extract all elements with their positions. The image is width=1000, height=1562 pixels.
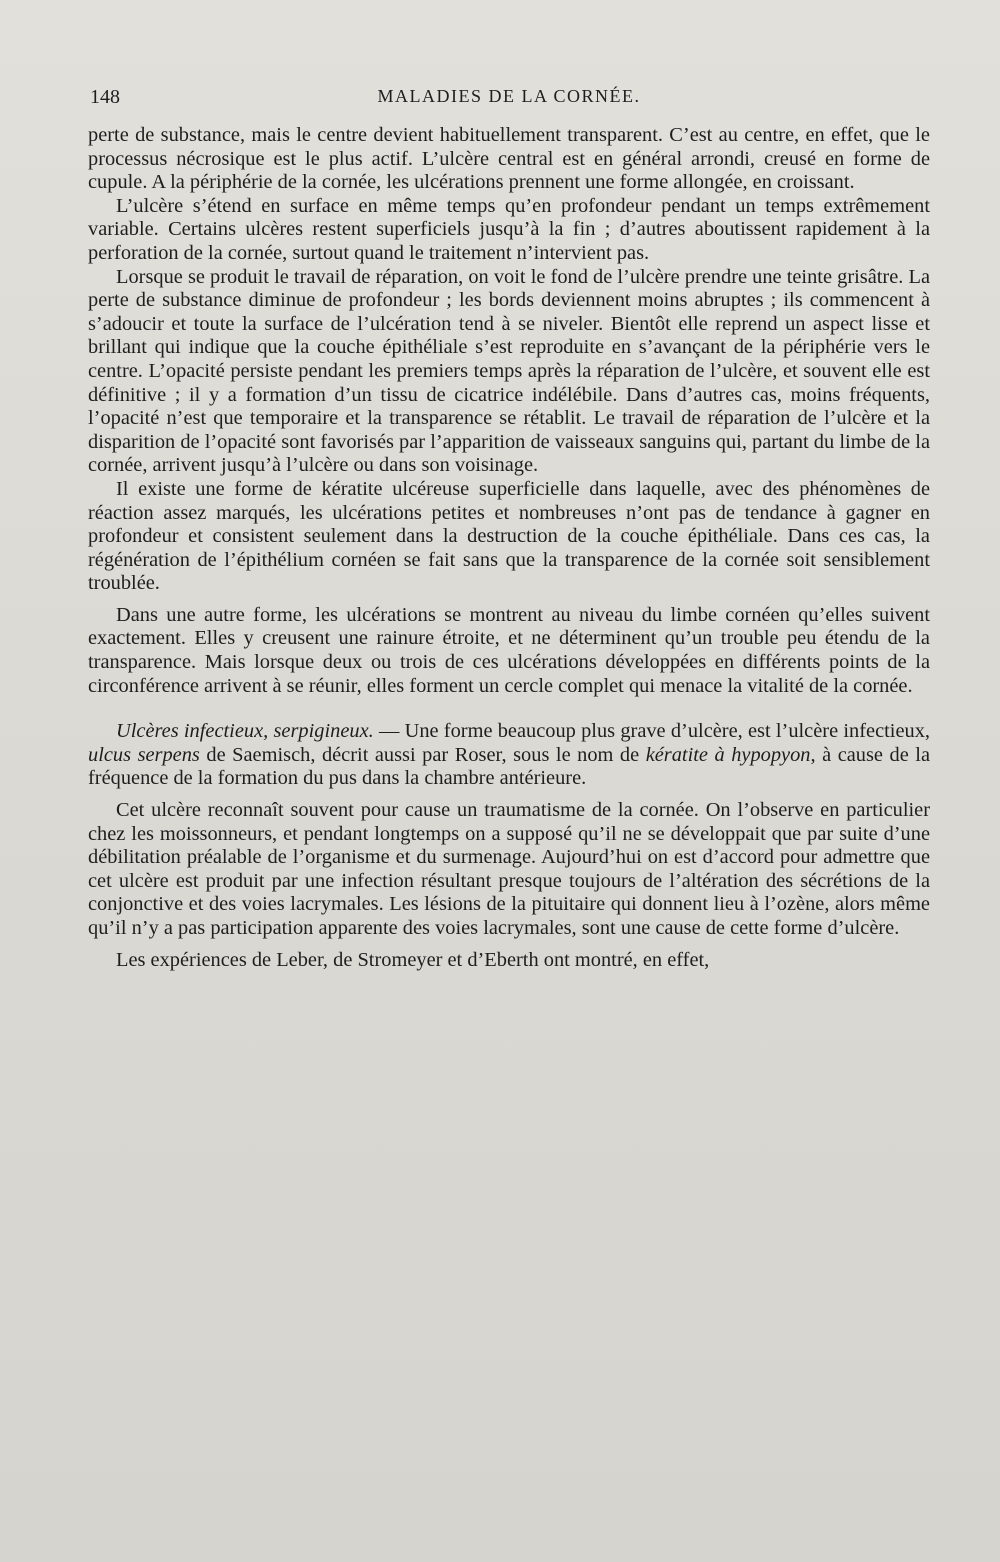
paragraph: perte de substance, mais le centre devient habituellement transparent. C’est au centre, en effet, que le processus nécrosique est le plus actif. L’ulcère central est en général arrondi, creusé en forme de cupule. A la périphérie de la cornée, les ulcérations prennent une forme allongée, en croissant. [88,124,930,194]
latin-term: ulcus serpens [88,743,200,766]
paragraph: Il existe une forme de kératite ulcéreuse superficielle dans laquelle, avec des phénomènes de réaction assez marqués, les ulcérations petites et nombreuses n’ont pas de tendance à gagner en profondeur et consistent seulement dans la destruction de la couche épithéliale. Dans ces cas, la régénération de l’épithélium cornéen se fait sans que la transparence de la cornée soit sensiblement troublée. [88,477,930,595]
text-run: , à cause de la fréquence de la formation du pus dans la chambre antérieure. [88,743,930,790]
paragraph: Lorsque se produit le travail de réparation, on voit le fond de l’ulcère prendre une teinte grisâtre. La perte de substance diminue de profondeur ; les bords deviennent moins abruptes ; ils commencent à s’adoucir et toute la surface de l’ulcération tend à se niveler. Bientôt elle reprend un aspect lisse et brillant qui indique que la couche épithéliale s’est reproduite en s’avançant de la périphérie vers le centre. L’opacité persiste pendant les premiers temps après la réparation de l’ulcère, et souvent elle est définitive ; il y a formation d’un tissu de cicatrice indélébile. Dans d’autres cas, moins fréquents, l’opacité n’est que temporaire et la transparence se rétablit. Le travail de réparation de l’ulcère et la disparition de l’opacité sont favorisés par l’apparition de vaisseaux sanguins qui, partant du limbe de la cornée, arrivent jusqu’à l’ulcère ou dans son voisinage. [88,265,930,477]
disease-term: kératite à hypopyon [645,743,811,766]
page-number: 148 [90,86,120,108]
page-header [88,86,930,116]
paragraph: Dans une autre forme, les ulcérations se montrent au niveau du limbe cornéen qu’elles suivent exactement. Elles y creusent une rainure étroite, et ne déterminent qu’un trouble peu étendu de la transparence. Mais lorsque deux ou trois de ces ulcérations développées en différents points de la circonférence arrivent à se réunir, elles forment un cercle complet qui menace la vitalité de la cornée. [88,603,930,697]
text-run: de Saemisch, décrit aussi par Roser, sous le nom de [199,743,646,766]
paragraph: Cet ulcère reconnaît souvent pour cause un traumatisme de la cornée. On l’observe en particulier chez les moissonneurs, et pendant longtemps on a supposé qu’il ne se développait que par suite d’une débilitation préalable de l’organisme et du surmenage. Aujourd’hui on est d’accord pour admettre que cet ulcère est produit par une infection résultant presque toujours de l’altération des sécrétions de la conjonctive et des voies lacrymales. Les lésions de la pituitaire qui donnent lieu à l’ozène, alors même qu’il n’y a pas participation apparente des voies lacrymales, sont une cause de cette forme d’ulcère. [88,799,930,939]
paragraph: Les expériences de Leber, de Stromeyer et d’Eberth ont montré, en effet, [116,948,710,971]
paragraph: L’ulcère s’étend en surface en même temps qu’en profondeur pendant un temps extrêmement variable. Certains ulcères restent superficiels jusqu’à la fin ; d’autres aboutissent rapidement à la perforation de la cornée, surtout quand le traitement n’intervient pas. [88,194,930,264]
section-heading: Ulcères infectieux, serpigineux. [116,720,374,743]
running-title: MALADIES DE LA CORNÉE. [377,86,641,106]
section-paragraph [88,720,930,791]
body-text [88,124,930,972]
text-run: — Une forme beaucoup plus grave d’ulcère, est l’ulcère infectieux, [373,720,930,743]
